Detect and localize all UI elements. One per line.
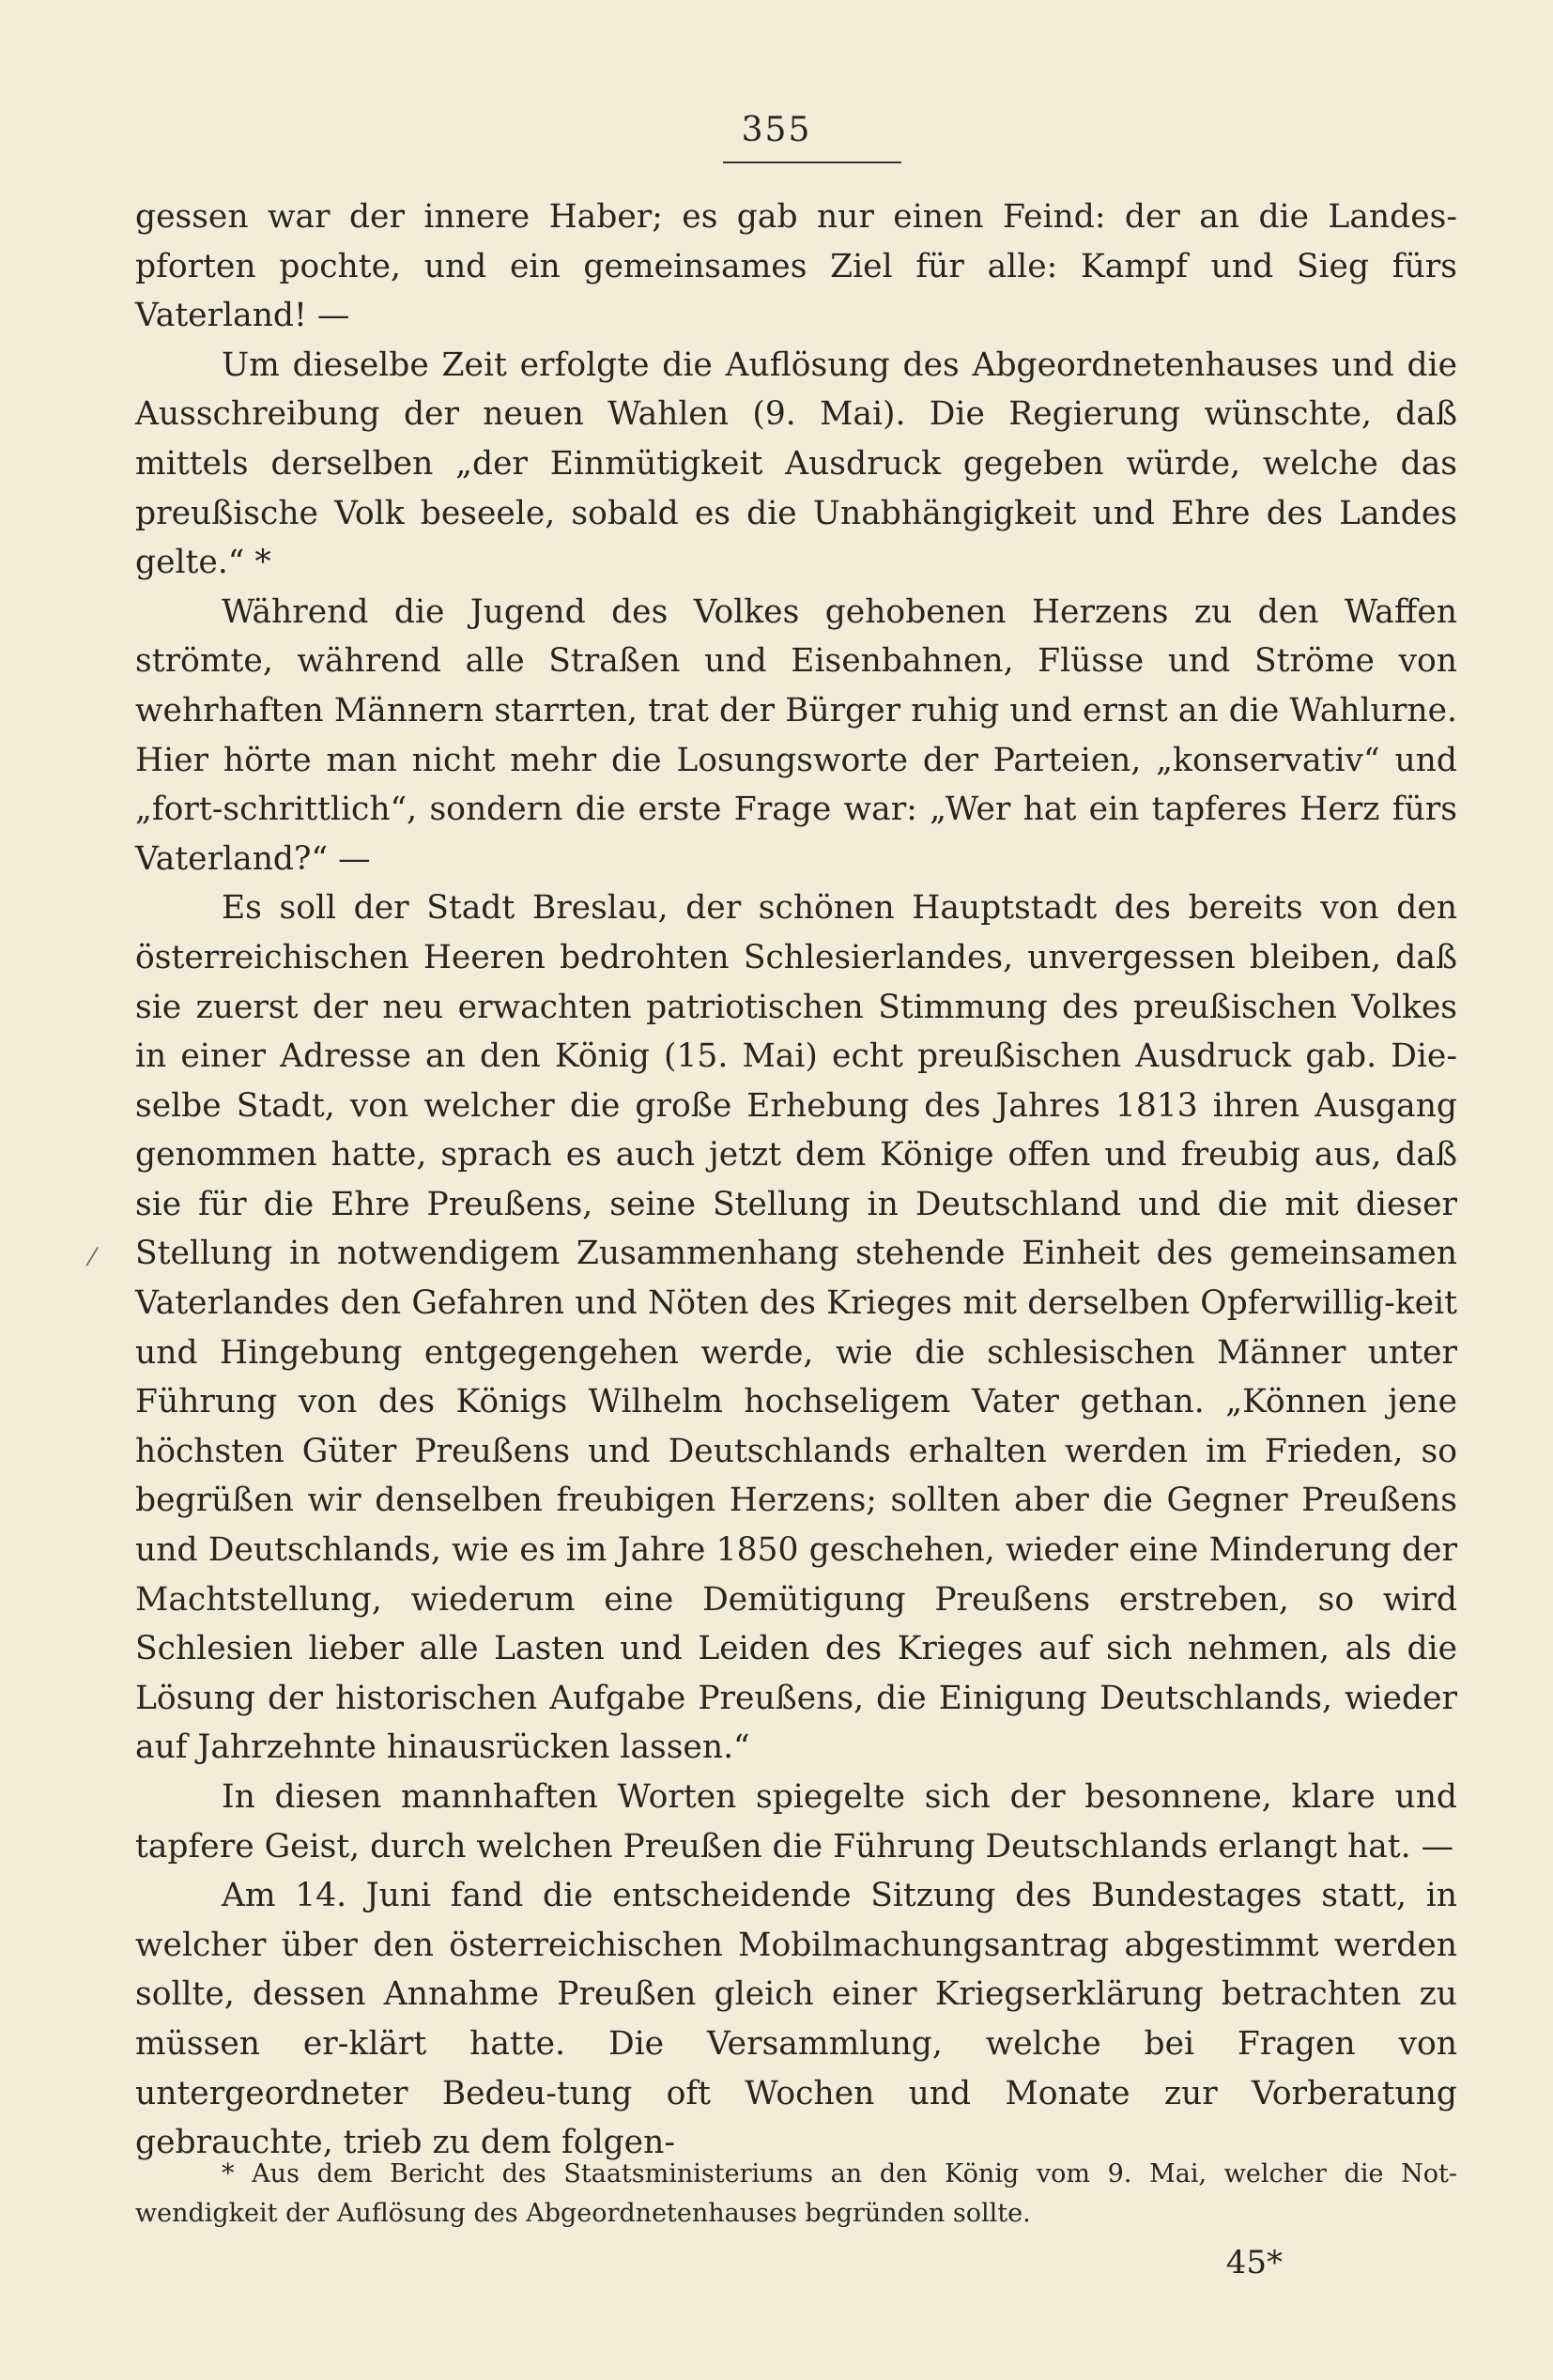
signature-mark: 45* [1225, 2244, 1283, 2281]
paragraph-6: Am 14. Juni fand die entscheidende Sitzung des Bundestages statt, in welcher über den österreichischen Mobilmachungsantrag abgestimmt werden sollte, dessen Annahme Preußen gleich einer Kriegserklärung betrachten zu müssen er-klärt hatte. Die Versammlung, welche bei Fragen von untergeordneter Bedeu-tung oft Wochen und Monate zur Vorberatung gebrauchte, trieb zu dem folgen- [135, 1877, 1457, 2162]
paragraph-2: Um dieselbe Zeit erfolgte die Auflösung des Abgeordnetenhauses und die Ausschreibung der neuen Wahlen (9. Mai). Die Regierung wünschte, daß mittels derselben „der Einmütigkeit Ausdruck gegeben würde, welche das preußische Volk beseele, sobald es die Unabhängigkeit und Ehre des Landes gelte.“ * [135, 345, 1457, 582]
page-number: 355 [741, 111, 812, 149]
paragraph-4: Es soll der Stadt Breslau, der schönen Hauptstadt des bereits von den österreichischen Heeren bedrohten Schlesierlandes, unvergessen bleiben, daß sie zuerst der neu erwachten patriotischen Stimmung des preußischen Volkes in einer Adresse an den König (15. Mai) echt preußischen Ausdruck gab. Die-selbe Stadt, von welcher die große Erhebung des Jahres 1813 ihren Ausgang genommen hatte, sprach es auch jetzt dem Könige offen und freubig aus, daß sie für die Ehre Preußens, seine Stellung in Deutschland und die mit dieser Stellung in notwendigem Zusammenhang stehende Einheit des gemeinsamen Vaterlandes den Gefahren und Nöten des Krieges mit derselben Opferwillig-keit und Hingebung entgegengehen werde, wie die schlesischen Männer unter Führung von des Königs Wilhelm hochseligem Vater gethan. „Können jene höchsten Güter Preußens und Deutschlands erhalten werden im Frieden, so begrüßen wir denselben freubigen Herzens; sollten aber die Gegner Preußens und Deutschlands, wie es im Jahre 1850 geschehen, wieder eine Minderung der Machtstellung, wiederum eine Demütigung Preußens erstreben, so wird Schlesien lieber alle Lasten und Leiden des Krieges auf sich nehmen, als die Lösung der historischen Aufgabe Preußens, die Einigung Deutschlands, wieder auf Jahrzehnte hinausrücken lassen.“ [135, 889, 1457, 1767]
footnote-text: * Aus dem Bericht des Staatsministeriums an den König vom 9. Mai, welcher die Not-wendigkeit der Auflösung des Abgeordnetenhauses begründen sollte. [135, 2159, 1457, 2228]
margin-mark: ⁄ [90, 1244, 95, 1272]
footnote [135, 2155, 1457, 2234]
paragraph-5: In diesen mannhaften Worten spiegelte sich der besonnene, klare und tapfere Geist, durch welchen Preußen die Führung Deutschlands erlangt hat. — [135, 1778, 1457, 1866]
paragraph-1: gessen war der innere Haber; es gab nur einen Feind: der an die Landes-pforten pochte, und ein gemeinsames Ziel für alle: Kampf und Sieg fürs Vaterland! — [135, 198, 1457, 335]
paragraph-3: Während die Jugend des Volkes gehobenen Herzens zu den Waffen strömte, während alle Straßen und Eisenbahnen, Flüsse und Ströme von wehrhaften Männern starrten, trat der Bürger ruhig und ernst an die Wahlurne. Hier hörte man nicht mehr die Losungsworte der Parteien, „konservativ“ und „fort-schrittlich“, sondern die erste Frage war: „Wer hat ein tapferes Herz fürs Vaterland?“ — [135, 592, 1457, 878]
header-rule [723, 161, 901, 163]
body-text [135, 192, 1457, 2168]
